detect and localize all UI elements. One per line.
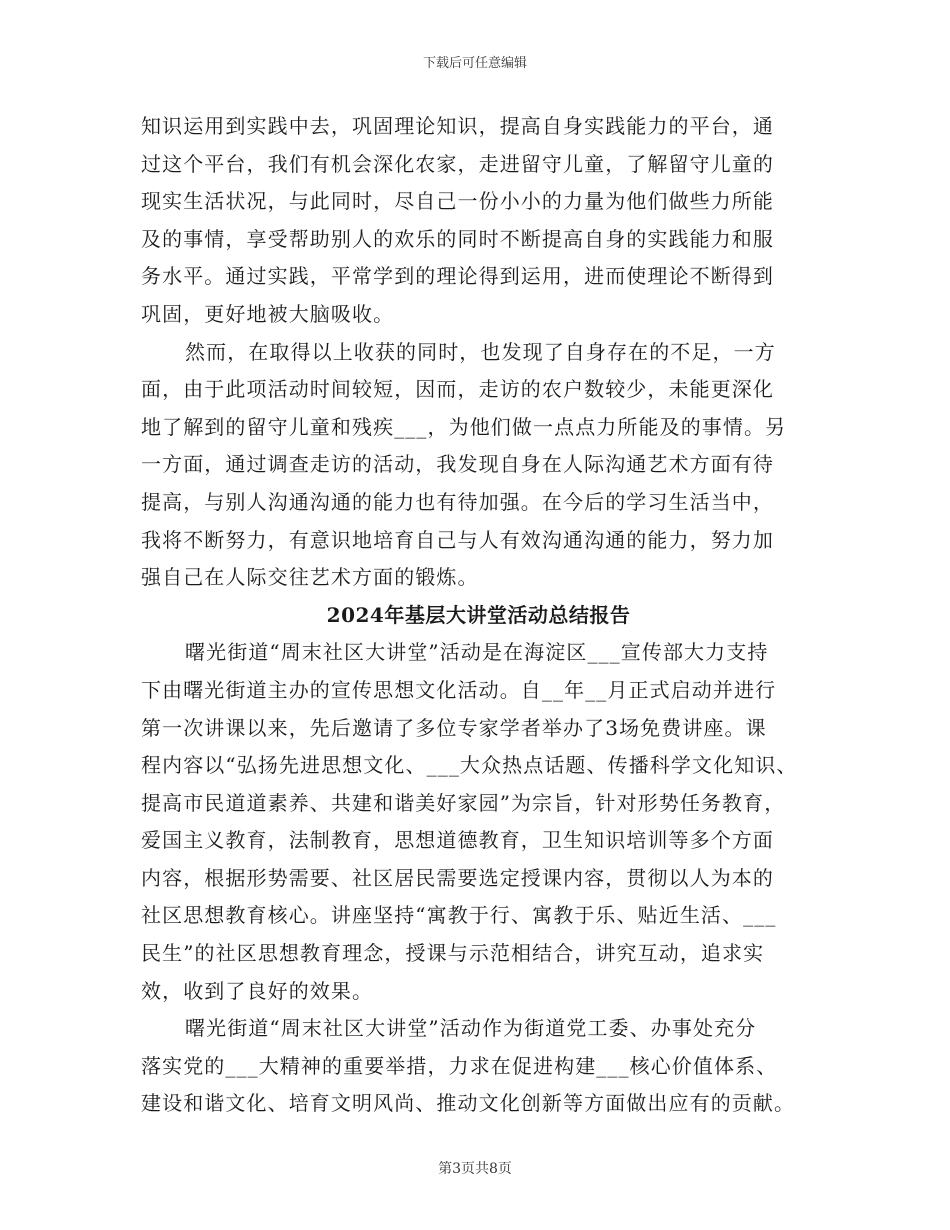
- text-line: 地了解到的留守儿童和残疾___，为他们做一点点力所能及的事情。另: [141, 414, 787, 439]
- page-number: 第3页共8页: [438, 1161, 512, 1177]
- text-line: 内容，根据形势需要、社区居民需要选定授课内容，贯彻以人为本的: [141, 865, 774, 890]
- text-line: 巩固，更好地被大脑吸收。: [141, 301, 395, 326]
- text-line: 及的事情，享受帮助别人的欢乐的同时不断提高自身的实践能力和服: [141, 226, 774, 251]
- paragraph-1: [141, 108, 816, 334]
- text-line: 提高市民道道素养、共建和谐美好家园”为宗旨，针对形势任务教育，: [141, 790, 786, 815]
- text-line: 社区思想教育核心。讲座坚持“寓教于行、寓教于乐、贴近生活、___: [141, 903, 777, 928]
- paragraph-4: [141, 1010, 816, 1123]
- text-line: 现实生活状况，与此同时，尽自己一份小小的力量为他们做些力所能: [141, 189, 774, 214]
- text-line: 曙光街道“周末社区大讲堂”活动作为街道党工委、办事处充分: [185, 1016, 757, 1041]
- text-line: 我将不断努力，有意识地培育自己与人有效沟通沟通的能力，努力加: [141, 527, 774, 552]
- document-body: [141, 108, 816, 1123]
- text-line: 爱国主义教育，法制教育，思想道德教育，卫生知识培训等多个方面: [141, 828, 774, 853]
- text-line: 民生”的社区思想教育理念，授课与示范相结合，讲究互动，追求实: [141, 941, 765, 966]
- text-line: 知识运用到实践中去，巩固理论知识，提高自身实践能力的平台，通: [141, 114, 774, 138]
- text-line: 然而，在取得以上收获的同时，也发现了自身存在的不足，一方: [185, 339, 776, 364]
- text-line: 曙光街道“周末社区大讲堂”活动是在海淀区___宣传部大力支持: [185, 640, 769, 665]
- text-line: 程内容以“弘扬先进思想文化、___大众热点话题、传播科学文化知识、: [141, 753, 798, 778]
- section-title: 2024年基层大讲堂活动总结报告: [326, 602, 631, 627]
- text-line: 一方面，通过调查走访的活动，我发现自身在人际沟通艺术方面有待: [141, 452, 774, 477]
- paragraph-3: [141, 634, 816, 1010]
- paragraph-2: [141, 334, 816, 597]
- text-line: 落实党的___大精神的重要举措，力求在促进构建___核心价值体系、: [141, 1053, 778, 1078]
- text-line: 务水平。通过实践，平常学到的理论得到运用，进而使理论不断得到: [141, 264, 774, 289]
- text-line: 强自己在人际交往艺术方面的锻炼。: [141, 565, 479, 590]
- text-line: 面，由于此项活动时间较短，因而，走访的农户数较少，未能更深化: [141, 377, 774, 402]
- text-line: 过这个平台，我们有机会深化农家，走进留守儿童，了解留守儿童的: [141, 151, 774, 176]
- text-line: 下由曙光街道主办的宣传思想文化活动。自__年__月正式启动并进行: [141, 677, 777, 702]
- text-line: 第一次讲课以来，先后邀请了多位专家学者举办了3场免费讲座。课: [141, 715, 767, 740]
- page-header-note: 下载后可任意编辑: [422, 56, 527, 71]
- text-line: 效，收到了良好的效果。: [141, 978, 374, 1003]
- text-line: 提高，与别人沟通沟通的能力也有待加强。在今后的学习生活当中，: [141, 489, 774, 514]
- text-line: 建设和谐文化、培育文明风尚、推动文化创新等方面做出应有的贡献。: [141, 1091, 796, 1116]
